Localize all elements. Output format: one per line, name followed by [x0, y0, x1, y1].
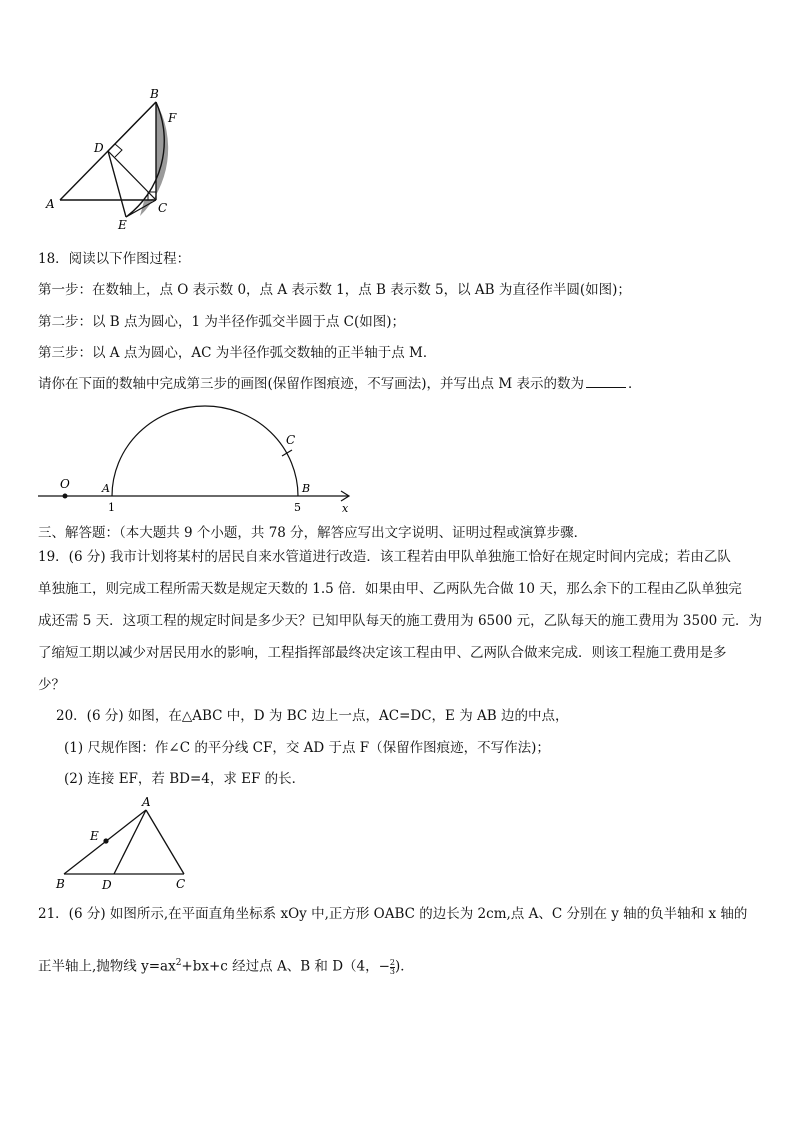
- label-x: x: [342, 502, 349, 515]
- q21-line2: [38, 954, 414, 976]
- segment-AC: [146, 810, 184, 874]
- label-A: A: [102, 482, 110, 495]
- right-angle-D: [115, 144, 122, 157]
- label-A: A: [46, 197, 55, 211]
- q17-figure: [38, 86, 198, 236]
- label-C: C: [158, 201, 168, 215]
- label-E: E: [90, 829, 99, 843]
- q19-line1: 19．(6 分) 我市计划将某村的居民自来水管道进行改造．该工程若由甲队单独施工恰好在规定时间内完成；若由乙队: [38, 549, 731, 565]
- tick-1: 1: [108, 501, 115, 514]
- arc-mark-C: [282, 450, 292, 456]
- q20-line1: 20．(6 分) 如图，在△ABC 中，D 为 BC 边上一点，AC=DC，E 为 AB 边的中点，: [56, 708, 569, 724]
- q18-step3: 第三步：以 A 点为圆心，AC 为半径作弧交数轴的正半轴于点 M．: [38, 345, 437, 361]
- point-E: [103, 838, 108, 843]
- q21-exponent: 2: [175, 958, 182, 968]
- label-B: B: [150, 87, 159, 101]
- q18-title: 18．阅读以下作图过程：: [38, 251, 191, 267]
- answer-blank[interactable]: [586, 375, 626, 388]
- semicircle: [112, 406, 298, 496]
- tick-5: 5: [294, 501, 301, 514]
- q18-step2: 第二步：以 B 点为圆心，1 为半径作弧交半圆于点 C(如图)；: [38, 314, 406, 330]
- q18-step1: 第一步：在数轴上，点 O 表示数 0，点 A 表示数 1，点 B 表示数 5，以 AB 为直径作半圆(如图)；: [38, 282, 631, 298]
- q19-line2: 单独施工，则完成工程所需天数是规定天数的 1.5 倍．如果由甲、乙两队先合做 10 天，那么余下的工程由乙队单独完: [38, 581, 742, 597]
- q19-line3: 成还需 5 天．这项工程的规定时间是多少天？已知甲队每天的施工费用为 6500 元，乙队每天的施工费用为 3500 元．为: [38, 613, 763, 629]
- q21-text-a: 正半轴上,抛物线 y=ax: [38, 958, 176, 975]
- q20-line3: (2) 连接 EF，若 BD=4，求 EF 的长．: [64, 771, 306, 787]
- segment-AD: [114, 810, 146, 874]
- q18-figure: [36, 400, 356, 518]
- fraction-denominator: 3: [389, 966, 396, 976]
- label-E: E: [118, 218, 127, 232]
- q21-text-b: +bx+c 经过点 A、B 和 D（4，−: [181, 958, 390, 975]
- q18-task: [38, 375, 641, 393]
- label-O: O: [60, 477, 70, 491]
- section-3-heading: 三、解答题：（本大题共 9 个小题，共 78 分，解答应写出文字说明、证明过程或演算步骤．: [38, 525, 588, 541]
- label-F: F: [168, 111, 177, 125]
- fraction-numerator: 2: [389, 957, 396, 967]
- q21-line1: 21．(6 分) 如图所示,在平面直角坐标系 xOy 中,正方形 OABC 的边长为 2cm,点 A、C 分别在 y 轴的负半轴和 x 轴的: [38, 906, 748, 922]
- label-A: A: [142, 795, 151, 809]
- q20-line2: (1) 尺规作图：作∠C 的平分线 CF，交 AD 于点 F（保留作图痕迹，不写作法)；: [64, 740, 550, 756]
- point-O: [63, 494, 68, 499]
- q19-line5: 少？: [38, 677, 65, 693]
- q19-line4: 了缩短工期以减少对居民用水的影响，工程指挥部最终决定该工程由甲、乙两队合做来完成．则该工程施工费用是多: [38, 645, 727, 661]
- label-C: C: [286, 433, 296, 447]
- label-B: B: [302, 482, 311, 495]
- label-C: C: [176, 877, 186, 891]
- q21-text-c: )．: [395, 958, 414, 975]
- q18-task-text: 请你在下面的数轴中完成第三步的画图(保留作图痕迹，不写画法)，并写出点 M 表示的数为: [38, 376, 584, 392]
- label-D: D: [102, 878, 112, 892]
- segment-DF: [108, 102, 156, 151]
- q20-figure: [50, 794, 200, 894]
- label-B: B: [56, 877, 65, 891]
- label-D: D: [94, 141, 104, 155]
- q18-task-end: ．: [627, 376, 642, 392]
